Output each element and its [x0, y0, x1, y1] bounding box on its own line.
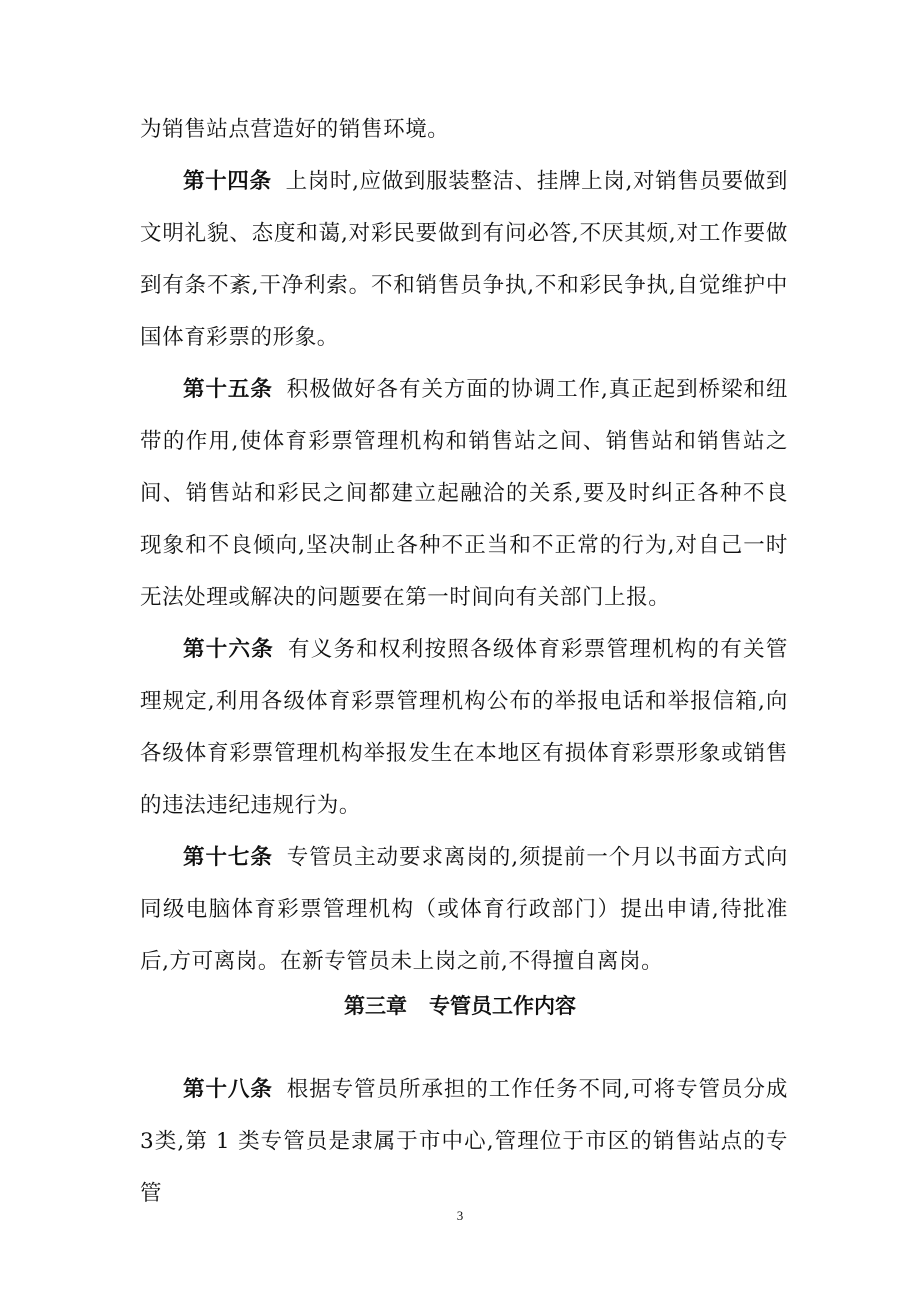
article-16-label: 第十六条: [183, 637, 275, 662]
article-16: [140, 624, 788, 832]
chapter-title: 专管员工作内容: [429, 994, 576, 1018]
article-17: [140, 832, 788, 988]
intro-text: 为销售站点营造好的销售环境。: [140, 117, 450, 142]
intro-paragraph: [140, 104, 788, 156]
article-14-text: 上岗时,应做到服装整洁、挂牌上岗,对销售员要做到文明礼貌、态度和蔼,对彩民要做到有问必答,不厌其烦,对工作要做到有条不紊,干净利索。不和销售员争执,不和彩民争执,自觉维护中国体育彩票的形象。: [140, 169, 788, 350]
article-18: [140, 1064, 788, 1220]
article-16-text: 有义务和权利按照各级体育彩票管理机构的有关管理规定,利用各级体育彩票管理机构公布的举报电话和举报信箱,向各级体育彩票管理机构举报发生在本地区有损体育彩票形象或销售的违法违纪违规行为。: [140, 637, 789, 818]
chapter-heading: [0, 986, 920, 1026]
page-number: 3: [456, 1208, 464, 1223]
article-15-label: 第十五条: [183, 377, 273, 402]
chapter-number: 第三章: [344, 994, 407, 1018]
article-15: [140, 364, 788, 624]
article-14-label: 第十四条: [183, 169, 272, 194]
article-15-text: 积极做好各有关方面的协调工作,真正起到桥梁和纽带的作用,使体育彩票管理机构和销售站之间、销售站和销售站之间、销售站和彩民之间都建立起融洽的关系,要及时纠正各种不良现象和不良倾向,坚决制止各种不正当和不正常的行为,对自己一时无法处理或解决的问题要在第一时间向有关部门上报。: [140, 377, 788, 610]
article-17-text: 专管员主动要求离岗的,须提前一个月以书面方式向同级电脑体育彩票管理机构（或体育行政部门）提出申请,待批准后,方可离岗。在新专管员未上岗之前,不得擅自离岗。: [140, 845, 788, 974]
article-18-label: 第十八条: [183, 1077, 273, 1102]
article-18-text: 根据专管员所承担的工作任务不同,可将专管员分成3类,第 1 类专管员是隶属于市中心,管理位于市区的销售站点的专管: [140, 1077, 788, 1206]
article-17-label: 第十七条: [183, 845, 273, 870]
article-14: [140, 156, 788, 364]
